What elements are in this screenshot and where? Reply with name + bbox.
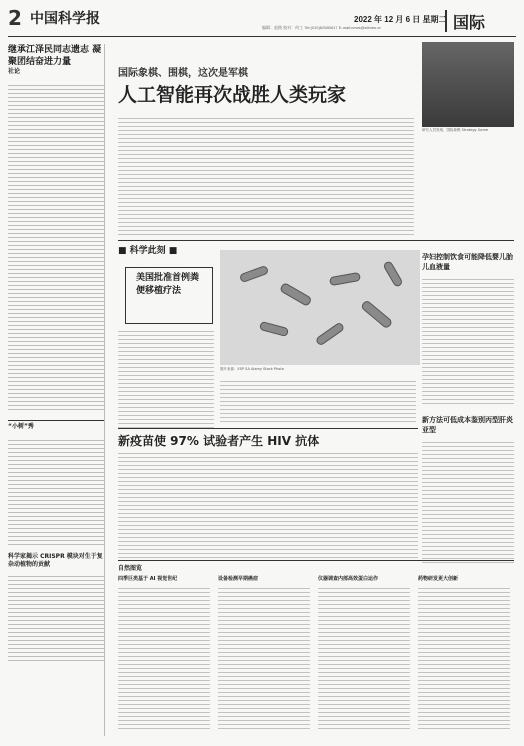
brief-title: 科学家揭示 CRISPR 模块对生于复杂动植物的贡献 bbox=[8, 553, 103, 568]
bottom-articles bbox=[118, 575, 514, 735]
right-headline-1: 孕妇控制饮食可能降低婴儿胎儿血液量 bbox=[422, 253, 513, 271]
science-box-title: 美国批准首例粪便移植疗法 bbox=[136, 273, 200, 296]
left-brief-text bbox=[8, 437, 104, 547]
masthead bbox=[0, 0, 524, 40]
section-name: 国际 bbox=[445, 10, 523, 32]
bottom-item-2: 设备检测早期癌症 bbox=[218, 576, 259, 582]
section-title-xiaoshu: “小树”秀 bbox=[8, 420, 104, 431]
lead-headline: 人工智能再次战胜人类玩家 bbox=[118, 84, 347, 106]
science-body-right bbox=[220, 378, 416, 423]
header-rule bbox=[8, 36, 516, 37]
hiv-body-text bbox=[118, 450, 418, 558]
bottom-rule bbox=[118, 560, 514, 561]
right-body-2 bbox=[422, 439, 514, 564]
microscope-caption: 图片来源：ESP SA Alamy Stock Photo bbox=[220, 367, 284, 371]
bottom-body-1 bbox=[118, 585, 210, 730]
left-headline: 继承江泽民同志遗志 凝聚团结奋进力量 bbox=[8, 45, 102, 67]
microscope-image bbox=[220, 250, 420, 365]
left-subtitle: 社论 bbox=[8, 68, 21, 75]
hiv-rule bbox=[118, 428, 418, 429]
left-body-text bbox=[8, 82, 104, 412]
science-body-left bbox=[118, 328, 214, 428]
bacteria-image bbox=[220, 250, 420, 365]
bottom-body-4 bbox=[418, 585, 510, 730]
section-rule bbox=[118, 240, 514, 241]
editor-line: 编辑：赵路 校对：何工 Tel:(010)62580617 E-mail:news@stimes.cn bbox=[262, 25, 382, 30]
page-number: 2 bbox=[8, 6, 22, 30]
issue-date: 2022 年 12 月 6 日 星期二 bbox=[354, 15, 447, 24]
bottom-body-3 bbox=[318, 585, 410, 730]
right-article-2 bbox=[422, 415, 514, 564]
right-headline-2: 新方法可低成本鉴别丙型肝炎亚型 bbox=[422, 416, 513, 434]
lead-photo bbox=[422, 42, 514, 127]
right-article-1 bbox=[422, 252, 514, 406]
bottom-section-label: 自然图览 bbox=[118, 565, 143, 572]
right-body-1 bbox=[422, 276, 514, 406]
lead-kicker: 国际象棋、围棋，这次是军棋 bbox=[118, 68, 248, 79]
lead-photo-caption: 研究人员发现，国际象棋 Strategy Game bbox=[422, 128, 489, 132]
bottom-item-3: 仪器调查内部高效蛋白运作 bbox=[318, 576, 379, 582]
bottom-item-4: 药物研发更大创新 bbox=[418, 576, 459, 582]
bottom-item-1: 四季巨类基于 AI 视觉世纪 bbox=[118, 576, 178, 582]
science-box bbox=[125, 267, 213, 324]
science-section-title: ■ 科学此刻 ■ bbox=[118, 246, 178, 256]
lead-body-text bbox=[118, 115, 414, 237]
left-column bbox=[8, 44, 105, 736]
bottom-body-2 bbox=[218, 585, 310, 730]
brief-body bbox=[8, 573, 104, 663]
hiv-headline: 新疫苗使 97% 试验者产生 HIV 抗体 bbox=[118, 434, 320, 448]
newspaper-logo: 中国科学报 bbox=[30, 11, 100, 27]
